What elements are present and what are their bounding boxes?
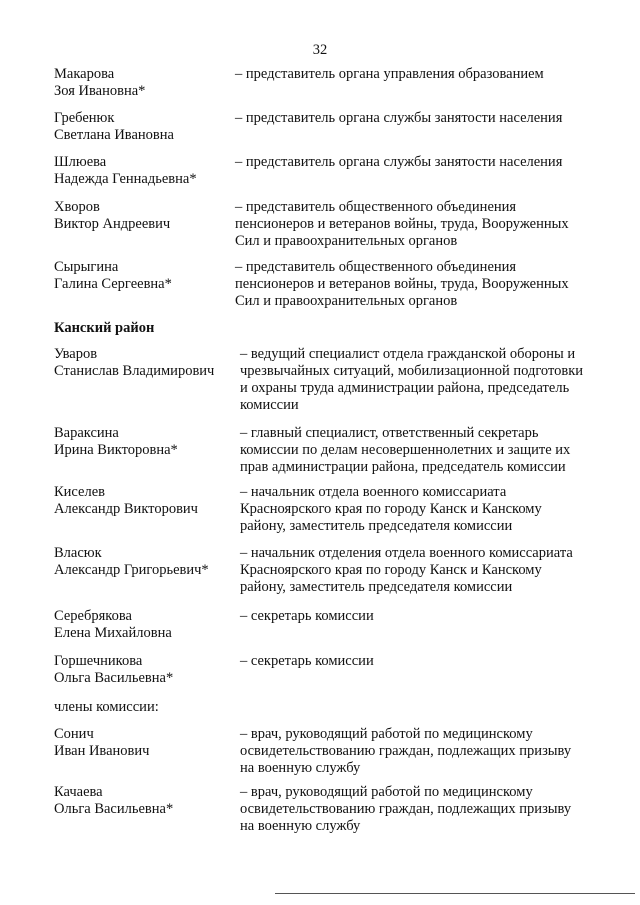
person-name: Хворов Виктор Андреевич [54,199,171,232]
person-name: Власюк Александр Григорьевич* [54,545,209,578]
members-label: члены комиссии: [54,699,159,715]
section-title: Канский район [54,320,155,336]
person-name: Горшечникова Ольга Васильевна* [54,653,174,686]
person-role: – начальник отделения отдела военного комиссариата Красноярского края по городу Канск и Канскому району, заместитель председателя комиссии [240,545,573,595]
person-role: – представитель органа службы занятости населения [235,154,563,170]
person-role: – врач, руководящий работой по медицинскому освидетельствованию граждан, подлежащих призыву на военную службу [240,784,572,834]
person-role: – представитель органа управления образованием [235,66,544,82]
bottom-divider [275,893,635,894]
person-role: – представитель общественного объединения пенсионеров и ветеранов войны, труда, Вооруженных Сил и правоохранительных органов [235,259,569,309]
person-name: Макарова Зоя Ивановна* [54,66,146,99]
person-role: – начальник отдела военного комиссариата Красноярского края по городу Канск и Канскому району, заместитель председателя комиссии [240,484,542,534]
person-role: – секретарь комиссии [240,653,374,669]
person-role: – представитель общественного объединения пенсионеров и ветеранов войны, труда, Вооруженных Сил и правоохранительных органов [235,199,569,249]
person-name: Вараксина Ирина Викторовна* [54,425,178,458]
page-number: 32 [312,42,328,58]
person-name: Сырыгина Галина Сергеевна* [54,259,172,292]
person-name: Киселев Александр Викторович [54,484,198,517]
person-name: Серебрякова Елена Михайловна [54,608,172,641]
person-role: – секретарь комиссии [240,608,374,624]
person-role: – главный специалист, ответственный секретарь комиссии по делам несовершеннолетних и защите их прав администрации района, председатель комиссии [240,425,571,475]
person-role: – ведущий специалист отдела гражданской обороны и чрезвычайных ситуаций, мобилизационной подготовки и охраны труда администрации района, председатель комиссии [240,346,584,413]
person-name: Сонич Иван Иванович [54,726,150,759]
person-name: Гребенюк Светлана Ивановна [54,110,174,143]
person-name: Качаева Ольга Васильевна* [54,784,174,817]
person-role: – врач, руководящий работой по медицинскому освидетельствованию граждан, подлежащих призыву на военную службу [240,726,572,776]
person-role: – представитель органа службы занятости населения [235,110,563,126]
person-name: Уваров Станислав Владимирович [54,346,215,379]
person-name: Шлюева Надежда Геннадьевна* [54,154,197,187]
